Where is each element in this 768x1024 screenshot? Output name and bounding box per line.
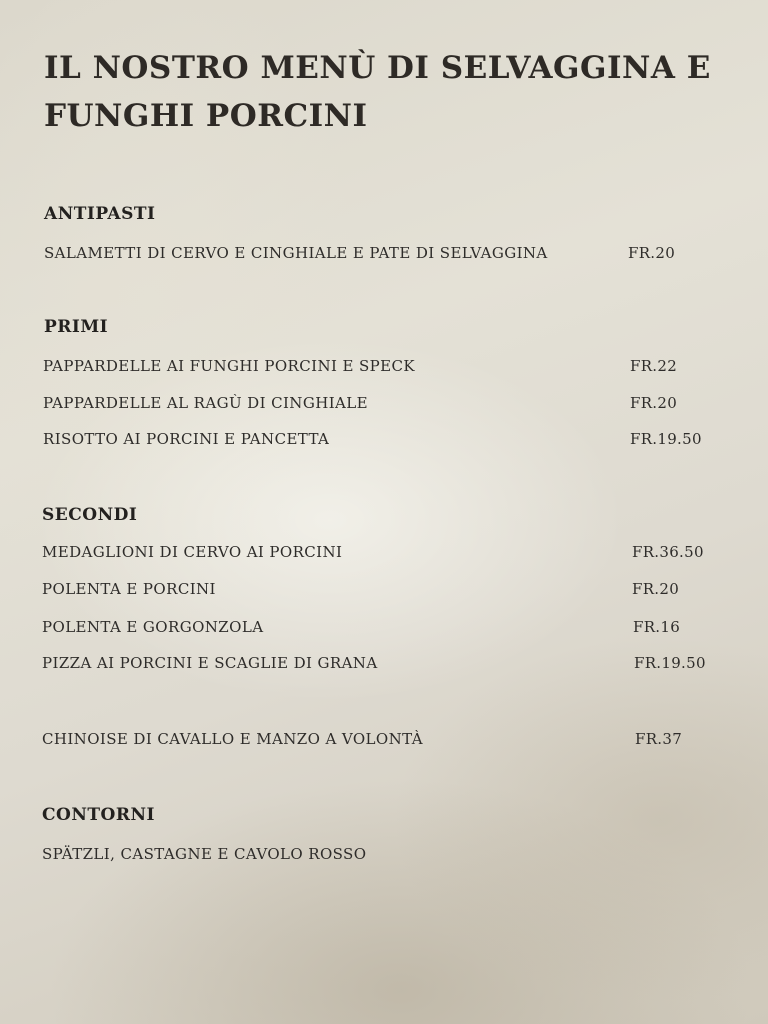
menu-item-name: SALAMETTI DI CERVO E CINGHIALE E PATE DI SELVAGGINA <box>44 244 548 262</box>
menu-item <box>42 730 722 752</box>
menu-item <box>42 845 722 867</box>
menu-item-price: FR.19.50 <box>630 430 702 448</box>
menu-item-price: FR.19.50 <box>634 654 706 672</box>
section-title-secondi: SECONDI <box>42 505 138 525</box>
menu-item <box>42 580 722 602</box>
menu-item-name: SPÄTZLI, CASTAGNE E CAVOLO ROSSO <box>42 845 367 863</box>
menu-item-name: PAPPARDELLE AL RAGÙ DI CINGHIALE <box>43 394 368 412</box>
menu-item-name: RISOTTO AI PORCINI E PANCETTA <box>43 430 330 448</box>
menu-item-price: FR.36.50 <box>632 543 704 561</box>
menu-item <box>43 357 723 379</box>
section-title-antipasti: ANTIPASTI <box>44 204 156 224</box>
menu-item-price: FR.20 <box>628 244 676 262</box>
menu-item <box>43 430 723 452</box>
menu-item-price: FR.20 <box>632 580 680 598</box>
section-title-primi: PRIMI <box>44 317 109 337</box>
menu-item-name: PIZZA AI PORCINI E SCAGLIE DI GRANA <box>42 654 378 672</box>
menu-item-price: FR.37 <box>635 730 683 748</box>
menu-item-price: FR.22 <box>630 357 678 375</box>
menu-item-name: MEDAGLIONI DI CERVO AI PORCINI <box>42 543 343 561</box>
menu-item-price: FR.16 <box>633 618 681 636</box>
menu-item <box>43 394 723 416</box>
menu-item-name: CHINOISE DI CAVALLO E MANZO A VOLONTÀ <box>42 730 423 748</box>
menu-item-name: POLENTA E GORGONZOLA <box>42 618 264 636</box>
menu-item <box>44 244 724 266</box>
menu-item-price: FR.20 <box>630 394 678 412</box>
menu-item <box>42 543 722 565</box>
menu-item <box>42 654 722 676</box>
menu-item-name: POLENTA E PORCINI <box>42 580 216 598</box>
section-title-contorni: CONTORNI <box>42 805 155 825</box>
menu-item-name: PAPPARDELLE AI FUNGHI PORCINI E SPECK <box>43 357 415 375</box>
menu-title: IL NOSTRO MENÙ DI SELVAGGINA E FUNGHI PORCINI <box>44 50 711 134</box>
menu-item <box>42 618 722 640</box>
